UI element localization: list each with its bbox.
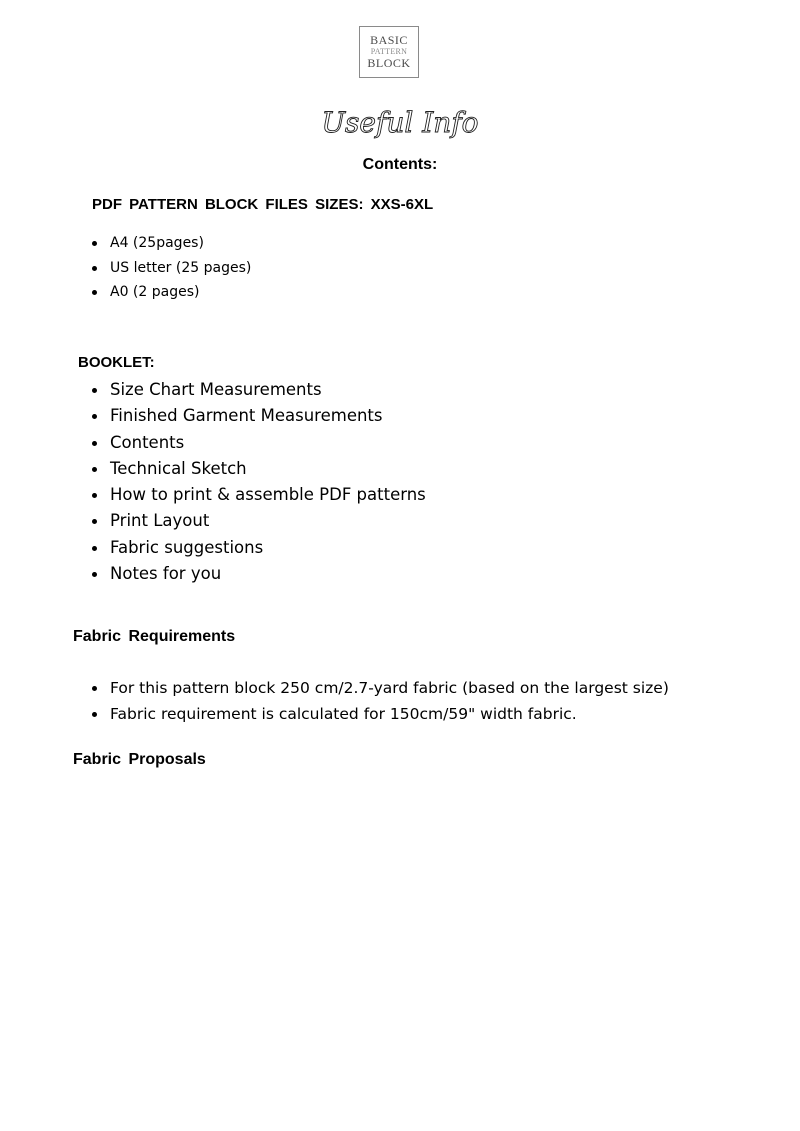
- list-item: Notes for you: [92, 562, 426, 588]
- logo-line-block: BLOCK: [367, 56, 411, 70]
- contents-heading: Contents:: [362, 156, 438, 173]
- booklet-list: [92, 378, 426, 588]
- pdf-files-heading: PDF PATTERN BLOCK FILES SIZES: XXS-6XL: [92, 196, 434, 213]
- script-title: [0, 100, 800, 150]
- list-item: Size Chart Measurements: [92, 378, 426, 404]
- list-item: A4 (25pages): [92, 233, 251, 258]
- booklet-heading: BOOKLET:: [78, 354, 155, 371]
- list-item: A0 (2 pages): [92, 282, 251, 307]
- list-item: Print Layout: [92, 509, 426, 535]
- brand-logo: [359, 26, 419, 78]
- list-item: Contents: [92, 431, 426, 457]
- list-item: US letter (25 pages): [92, 258, 251, 283]
- logo-line-pattern: PATTERN: [370, 47, 408, 56]
- list-item: Fabric requirement is calculated for 150cm/59" width fabric.: [92, 702, 752, 728]
- list-item: Finished Garment Measurements: [92, 404, 426, 430]
- script-title-graphic: [315, 100, 485, 146]
- logo-line-basic: BASIC: [370, 33, 408, 47]
- pdf-files-list: [92, 233, 251, 307]
- fabric-requirements-heading: Fabric Requirements: [73, 628, 236, 645]
- script-title-text: Useful Info: [321, 106, 479, 139]
- list-item: Technical Sketch: [92, 457, 426, 483]
- list-item: Fabric suggestions: [92, 536, 426, 562]
- fabric-proposals-heading: Fabric Proposals: [73, 751, 206, 768]
- fabric-requirements-list: [92, 676, 752, 728]
- list-item: For this pattern block 250 cm/2.7-yard fabric (based on the largest size): [92, 676, 752, 702]
- list-item: How to print & assemble PDF patterns: [92, 483, 426, 509]
